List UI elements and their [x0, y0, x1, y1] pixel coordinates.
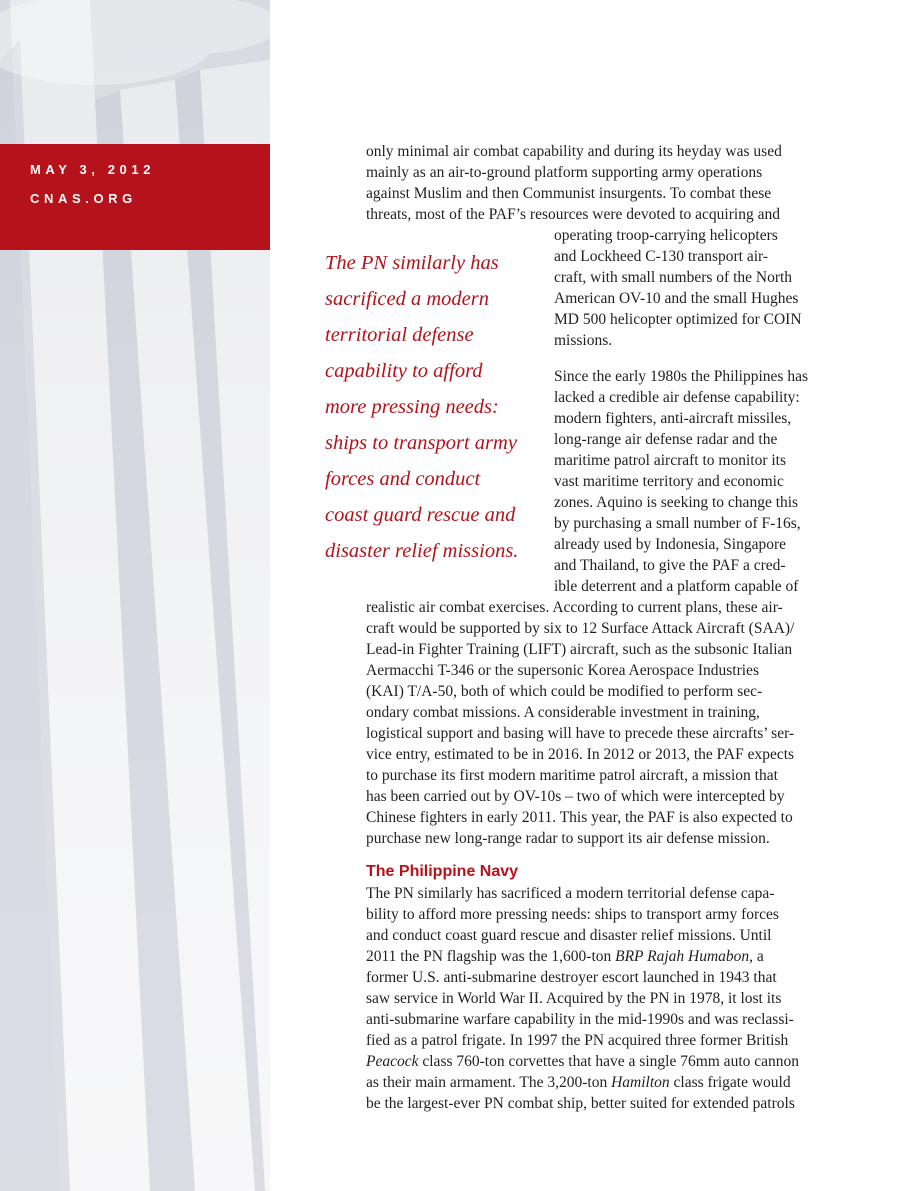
pull-quote-line: coast guard rescue and — [325, 504, 516, 526]
date-band — [0, 144, 270, 250]
text-line: logistical support and basing will have to precede these aircrafts’ ser- — [366, 725, 795, 742]
text-line: only minimal air combat capability and during its heyday was used — [366, 143, 782, 160]
text-line: threats, most of the PAF’s resources were devoted to acquiring and — [366, 206, 780, 223]
text-line: modern fighters, anti-aircraft missiles, — [554, 410, 792, 427]
ship-name: BRP Rajah Humabon — [615, 948, 750, 965]
text-line: missions. — [554, 332, 613, 349]
pull-quote-line: The PN similarly has — [325, 252, 499, 274]
text-line: to purchase its first modern maritime patrol aircraft, a mission that — [366, 767, 778, 784]
pull-quote — [325, 245, 543, 569]
text-line: zones. Aquino is seeking to change this — [554, 494, 799, 511]
text-segment: as their main armament. The 3,200-ton — [366, 1074, 612, 1091]
publication-date: MAY 3, 2012 — [30, 162, 156, 177]
text-line: vast maritime territory and economic — [554, 473, 784, 490]
pull-quote-line: disaster relief missions. — [325, 540, 519, 562]
sidebar — [0, 0, 270, 1191]
text-line: fied as a patrol frigate. In 1997 the PN acquired three former British — [366, 1032, 789, 1049]
pull-quote-line: territorial defense — [325, 324, 474, 346]
text-line: maritime patrol aircraft to monitor its — [554, 452, 787, 469]
paragraph-3-navy — [366, 883, 828, 1114]
text-line: and conduct coast guard rescue and disaster relief missions. Until — [366, 927, 772, 944]
text-line: realistic air combat exercises. According to current plans, these air- — [366, 599, 783, 616]
text-line: lacked a credible air defense capability: — [554, 389, 800, 406]
pull-quote-line: sacrificed a modern — [325, 288, 489, 310]
paragraph-2-full-width — [366, 597, 828, 849]
text-line: purchase new long-range radar to support its air defense mission. — [366, 830, 770, 847]
text-line: Since the early 1980s the Philippines has — [554, 368, 808, 385]
text-line: be the largest-ever PN combat ship, better suited for extended patrols — [366, 1095, 795, 1112]
text-line: and Lockheed C-130 transport air- — [554, 248, 769, 265]
ship-class-name: Peacock — [366, 1053, 419, 1070]
text-line: saw service in World War II. Acquired by the PN in 1978, it lost its — [366, 990, 782, 1007]
text-line: operating troop-carrying helicopters — [554, 227, 778, 244]
text-line: ondary combat missions. A considerable investment in training, — [366, 704, 760, 721]
paragraph-1-narrow — [554, 225, 828, 351]
text-line: and Thailand, to give the PAF a cred- — [554, 557, 786, 574]
ship-class-name: Hamilton — [611, 1074, 670, 1091]
text-line: Aermacchi T-346 or the supersonic Korea Aerospace Industries — [366, 662, 759, 679]
text-line: by purchasing a small number of F-16s, — [554, 515, 801, 532]
text-line: bility to afford more pressing needs: ships to transport army forces — [366, 906, 779, 923]
text-line: against Muslim and then Communist insurgents. To combat these — [366, 185, 772, 202]
text-line: American OV-10 and the small Hughes — [554, 290, 799, 307]
pull-quote-line: more pressing needs: — [325, 396, 499, 418]
text-segment: class frigate would — [669, 1074, 791, 1091]
section-heading-philippine-navy: The Philippine Navy — [366, 863, 519, 880]
text-line: former U.S. anti-submarine destroyer escort launched in 1943 that — [366, 969, 777, 986]
text-line: The PN similarly has sacrificed a modern territorial defense capa- — [366, 885, 775, 902]
pull-quote-line: ships to transport army — [325, 432, 517, 454]
text-line: mainly as an air-to-ground platform supporting army operations — [366, 164, 763, 181]
text-line: long-range air defense radar and the — [554, 431, 778, 448]
text-segment: 2011 the PN flagship was the 1,600-ton — [366, 948, 616, 965]
text-segment: , a — [749, 948, 764, 965]
text-line — [366, 1072, 828, 1093]
text-line — [366, 1051, 828, 1072]
text-line: craft, with small numbers of the North — [554, 269, 793, 286]
text-line: craft would be supported by six to 12 Surface Attack Aircraft (SAA)/ — [366, 620, 795, 637]
text-line: has been carried out by OV-10s – two of which were intercepted by — [366, 788, 785, 805]
text-segment: class 760-ton corvettes that have a single 76mm auto cannon — [418, 1053, 800, 1070]
text-line: Chinese fighters in early 2011. This year, the PAF is also expected to — [366, 809, 793, 826]
site-link[interactable]: CNAS.ORG — [30, 191, 137, 206]
paragraph-1-full-width — [366, 141, 828, 225]
pull-quote-line: capability to afford — [325, 360, 483, 382]
paragraph-2-narrow — [554, 366, 828, 597]
text-line: Lead-in Fighter Training (LIFT) aircraft, such as the subsonic Italian — [366, 641, 793, 658]
pull-quote-line: forces and conduct — [325, 468, 481, 490]
text-line: MD 500 helicopter optimized for COIN — [554, 311, 802, 328]
text-line: vice entry, estimated to be in 2016. In 2012 or 2013, the PAF expects — [366, 746, 795, 763]
text-line — [366, 946, 828, 967]
text-line: ible deterrent and a platform capable of — [554, 578, 799, 595]
text-line: anti-submarine warfare capability in the mid-1990s and was reclassi- — [366, 1011, 794, 1028]
text-line: (KAI) T/A-50, both of which could be modified to perform sec- — [366, 683, 763, 700]
text-line: already used by Indonesia, Singapore — [554, 536, 787, 553]
